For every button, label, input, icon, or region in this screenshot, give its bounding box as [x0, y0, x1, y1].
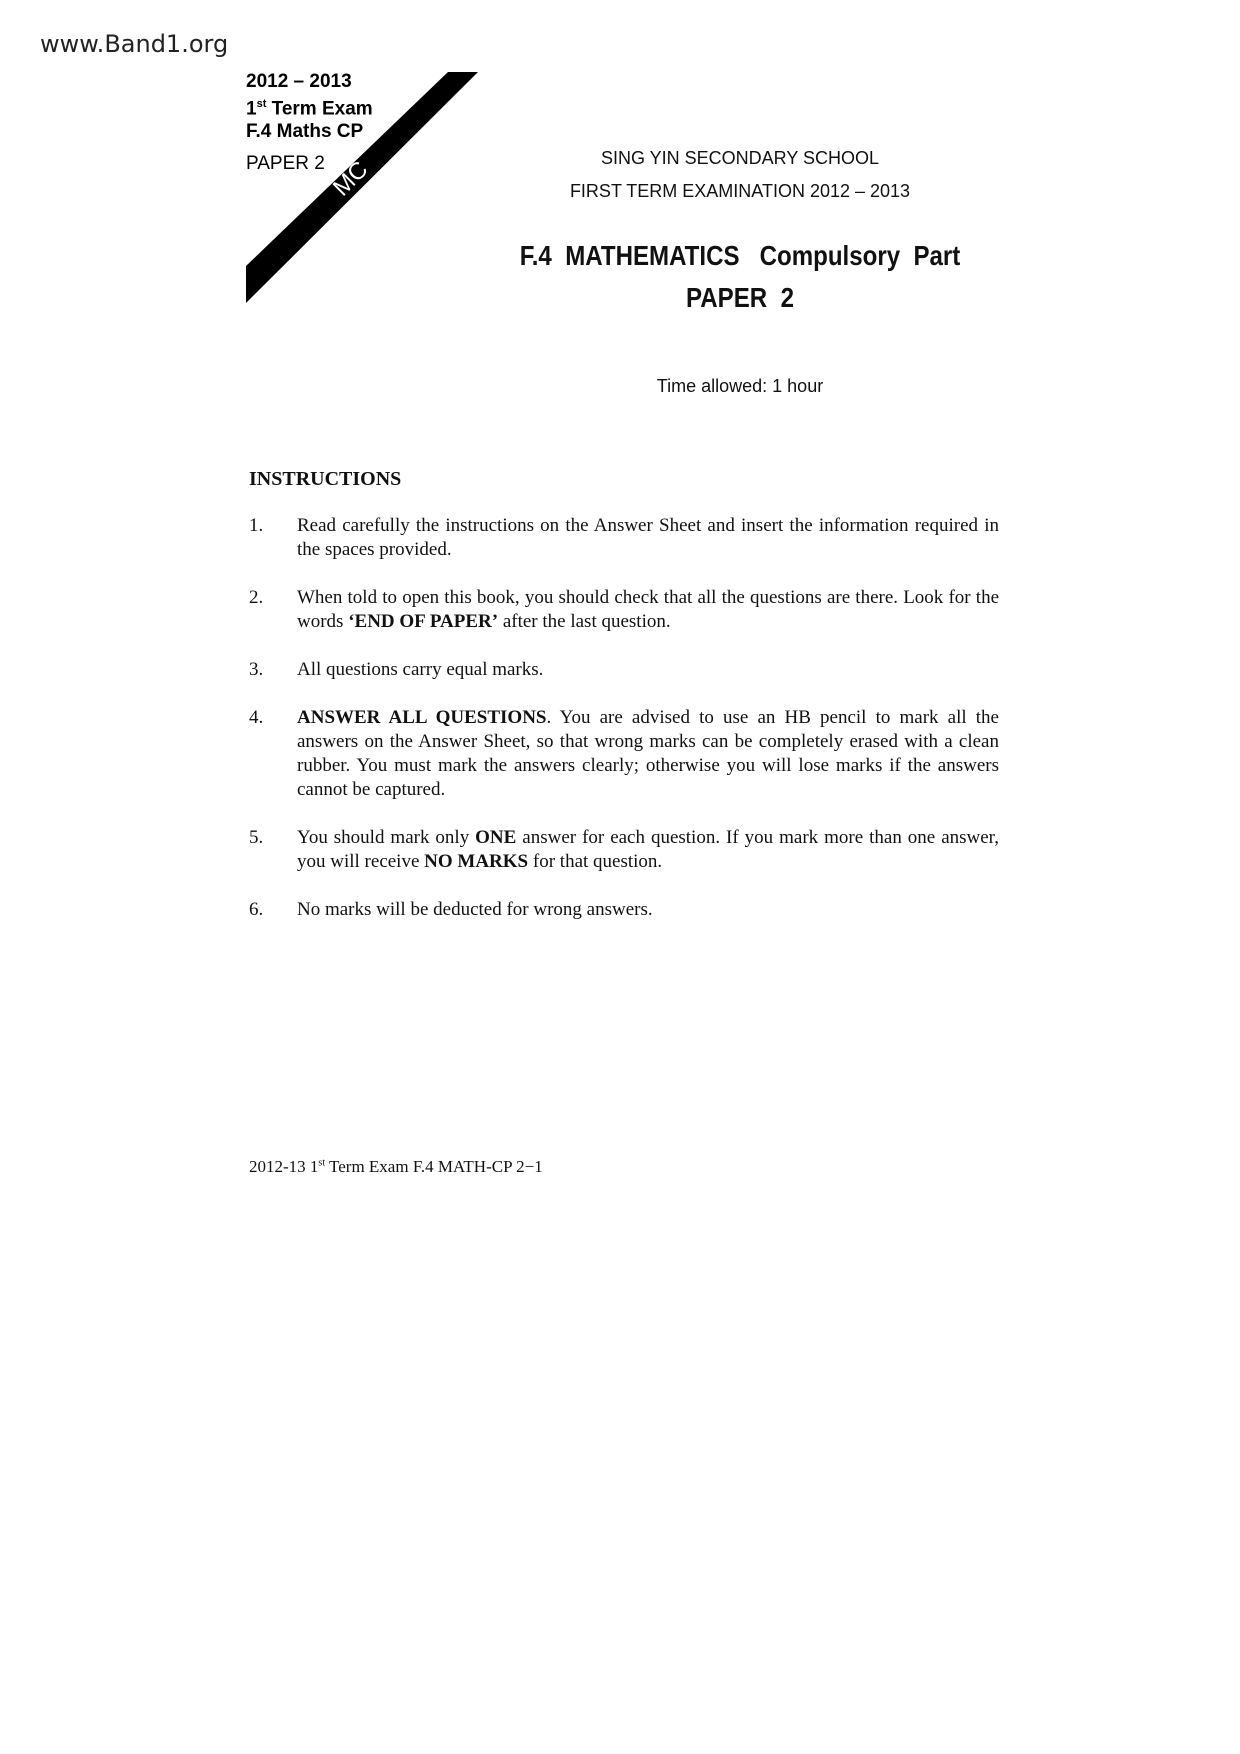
instruction-number: 1. — [249, 515, 264, 536]
corner-paper: PAPER 2 — [246, 153, 325, 174]
instruction-item — [249, 826, 999, 874]
instruction-text: No marks will be deducted for wrong answers. — [297, 899, 653, 920]
instruction-number: 4. — [249, 707, 264, 728]
instruction-number: 6. — [249, 899, 264, 920]
instruction-item — [249, 514, 999, 562]
instruction-number: 5. — [249, 827, 264, 848]
time-allowed: Time allowed: 1 hour — [656, 376, 824, 396]
subject-title: F.4 MATHEMATICS Compulsory Part — [519, 240, 961, 271]
paper-title: PAPER 2 — [686, 282, 794, 313]
corner-info — [246, 70, 373, 143]
instruction-item — [249, 586, 999, 634]
instruction-item — [249, 658, 999, 682]
instruction-item — [249, 898, 999, 922]
instruction-text: ANSWER ALL QUESTIONS. You are advised to use an HB pencil to mark all the answers on the Answer Sheet, so that wrong marks can be completely erased with a clean rubber. You must mark the answers clearly; otherwise you will lose marks if the answers cannot be captured. — [297, 707, 999, 800]
instruction-number: 3. — [249, 659, 264, 680]
footer-code: 2012-13 1st Term Exam F.4 MATH-CP 2−1 — [249, 1157, 543, 1176]
instruction-text: All questions carry equal marks. — [297, 659, 544, 680]
instruction-number: 2. — [249, 587, 264, 608]
corner-year: 2012 – 2013 — [246, 71, 352, 92]
ribbon-label: MC — [327, 155, 374, 202]
corner-term: 1st Term Exam — [246, 98, 373, 120]
school-name: SING YIN SECONDARY SCHOOL — [600, 148, 880, 168]
instructions-heading: INSTRUCTIONS — [249, 468, 402, 490]
instructions-list — [249, 514, 999, 946]
watermark-text: www.Band1.org — [40, 30, 229, 58]
corner-subject: F.4 Maths CP — [246, 121, 364, 143]
instruction-item — [249, 706, 999, 802]
instruction-text: You should mark only ONE answer for each question. If you mark more than one answer, you will receive NO MARKS for that question. — [297, 827, 999, 872]
instruction-text: Read carefully the instructions on the Answer Sheet and insert the information required in the spaces provided. — [297, 515, 999, 560]
instruction-text: When told to open this book, you should check that all the questions are there. Look for the words ‘END OF PAPER’ after the last question. — [297, 587, 999, 632]
exam-name: FIRST TERM EXAMINATION 2012 – 2013 — [569, 181, 911, 201]
